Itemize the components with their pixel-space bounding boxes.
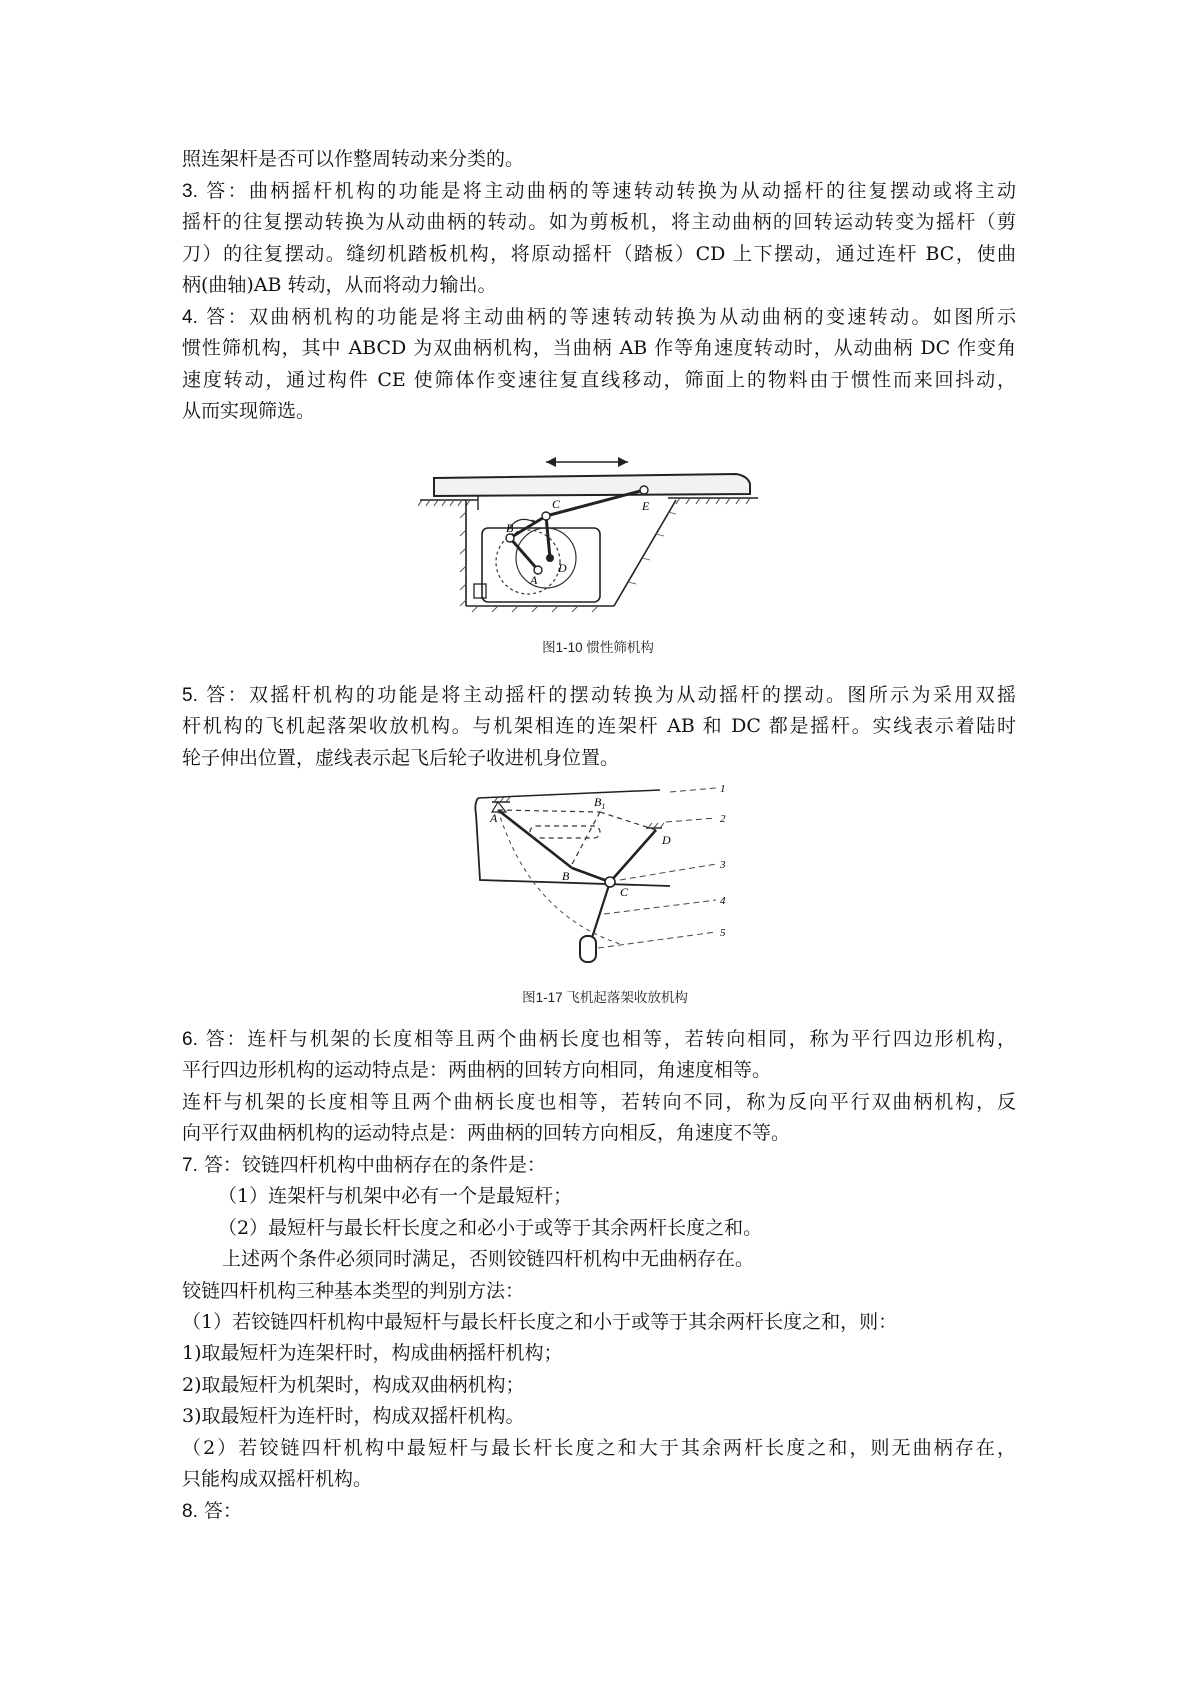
- answer-5: [182, 680, 1016, 774]
- text-line: 1)取最短杆为连架杆时，构成曲柄摇杆机构；: [182, 1342, 563, 1365]
- text-line: 摇杆的往复摆动转换为从动曲柄的转动。如为剪板机，将主动曲柄的回转运动转变为摇杆（剪: [182, 211, 1016, 234]
- answer-7: [182, 1150, 1016, 1495]
- text-line: 速度转动，通过构件 CE 使筛体作变速往复直线移动，筛面上的物料由于惯性而来回抖动，: [182, 368, 1016, 391]
- text-line: 铰链四杆机构三种基本类型的判别方法：: [182, 1279, 525, 1302]
- text-line: 2)取最短杆为机架时，构成双曲柄机构；: [182, 1373, 525, 1396]
- label-B1: $B_1$: [594, 795, 606, 811]
- label-B: B: [506, 521, 514, 535]
- text-line: 杆机构的飞机起落架收放机构。与机架相连的连架杆 AB 和 DC 都是摇杆。实线表示着陆时: [182, 715, 1016, 738]
- text-line: 答：曲柄摇杆机构的功能是将主动曲柄的等速转动转换为从动摇杆的往复摆动或将主动: [206, 180, 1016, 202]
- figure-caption: 图1-17 飞机起落架收放机构: [522, 990, 688, 1005]
- text-line: 答：双曲柄机构的功能是将主动曲柄的等速转动转换为从动曲柄的变速转动。如图所示: [206, 306, 1016, 328]
- answer-4: [182, 302, 1016, 428]
- text-line: 平行四边形机构的运动特点是：两曲柄的回转方向相同，角速度相等。: [182, 1059, 772, 1082]
- text-line: 答：: [203, 1500, 242, 1522]
- landing-gear-diagram: [470, 784, 740, 984]
- answer-3: [182, 176, 1016, 302]
- answer-number: 7.: [182, 1155, 198, 1176]
- answer-6: [182, 1024, 1016, 1150]
- label-A: A: [490, 811, 498, 825]
- paragraph-continuation: [182, 144, 1016, 175]
- answer-number: 4.: [182, 307, 198, 328]
- answer-number: 5.: [182, 685, 198, 706]
- text-line: 上述两个条件必须同时满足，否则铰链四杆机构中无曲柄存在。: [222, 1248, 755, 1271]
- text-line: 刀）的往复摆动。缝纫机踏板机构，将原动摇杆（踏板）CD 上下摆动，通过连杆 BC，使曲: [182, 242, 1016, 265]
- text-line: 3)取最短杆为连杆时，构成双摇杆机构。: [182, 1405, 525, 1428]
- label-1: 1: [720, 784, 726, 795]
- text-line: 向平行双曲柄机构的运动特点是：两曲柄的回转方向相反，角速度不等。: [182, 1122, 791, 1145]
- label-4: 4: [720, 895, 726, 907]
- text-line: 柄(曲轴)AB 转动，从而将动力输出。: [182, 274, 497, 297]
- label-E: E: [642, 499, 650, 513]
- label-A: A: [530, 573, 538, 587]
- text-line: 从而实现筛选。: [182, 400, 316, 423]
- answer-number: 8.: [182, 1501, 198, 1522]
- label-C: C: [620, 885, 629, 899]
- answer-number: 6.: [182, 1029, 198, 1050]
- figure-caption: 图1-10 惯性筛机构: [542, 640, 654, 655]
- text-line: （1）若铰链四杆机构中最短杆与最长杆长度之和小于或等于其余两杆长度之和，则：: [182, 1310, 898, 1333]
- text-line: 惯性筛机构，其中 ABCD 为双曲柄机构，当曲柄 AB 作等角速度转动时，从动曲柄 DC 作变角: [182, 337, 1016, 360]
- text-line: 只能构成双摇杆机构。: [182, 1467, 373, 1490]
- label-D: D: [558, 561, 567, 575]
- label-2: 2: [720, 813, 726, 825]
- text-line: 照连架杆是否可以作整周转动来分类的。: [182, 148, 525, 170]
- text-line: 答：铰链四杆机构中曲柄存在的条件是：: [203, 1154, 546, 1176]
- answer-8: [182, 1496, 1016, 1527]
- figure-inertia-screen: [418, 450, 778, 665]
- text-line: （1）连架杆与机架中必有一个是最短杆；: [218, 1185, 573, 1208]
- inertia-screen-diagram: [418, 450, 778, 620]
- label-3: 3: [720, 859, 726, 871]
- label-C: C: [552, 497, 561, 511]
- figure-landing-gear: [470, 784, 740, 1010]
- text-line: （2）若铰链四杆机构中最短杆与最长杆长度之和大于其余两杆长度之和，则无曲柄存在，: [182, 1436, 1016, 1459]
- label-5: 5: [720, 927, 726, 939]
- text-line: （2）最短杆与最长杆长度之和必小于或等于其余两杆长度之和。: [218, 1216, 763, 1239]
- text-line: 答：连杆与机架的长度相等且两个曲柄长度也相等，若转向相同，称为平行四边形机构，: [205, 1028, 1016, 1050]
- text-line: 连杆与机架的长度相等且两个曲柄长度也相等，若转向不同，称为反向平行双曲柄机构，反: [182, 1090, 1016, 1113]
- text-line: 轮子伸出位置，虚线表示起飞后轮子收进机身位置。: [182, 746, 620, 769]
- answer-number: 3.: [182, 181, 198, 202]
- text-line: 答：双摇杆机构的功能是将主动摇杆的摆动转换为从动摇杆的摆动。图所示为采用双摇: [206, 684, 1016, 706]
- label-B: B: [562, 869, 570, 883]
- label-D: D: [662, 833, 671, 847]
